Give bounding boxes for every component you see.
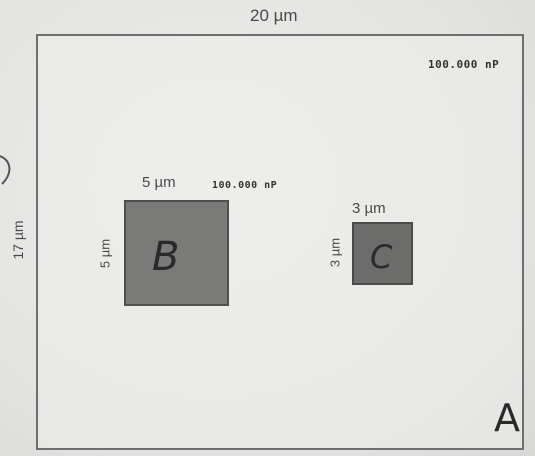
- box-c-top-label: 3 µm: [352, 200, 386, 217]
- box-b-letter: B: [152, 234, 180, 280]
- box-c: [352, 222, 413, 285]
- box-c-letter: C: [370, 238, 393, 276]
- box-a-side-label: 17 µm: [10, 220, 26, 260]
- edge-curve-mark: [0, 150, 20, 190]
- box-c-side-label: 3 µm: [327, 237, 343, 268]
- box-a-concentration: 100.000 nP: [428, 58, 500, 71]
- box-b: [124, 200, 229, 306]
- box-a-letter: A: [494, 396, 520, 440]
- box-b-concentration: 100.000 nP: [212, 180, 278, 191]
- box-b-top-label: 5 µm: [142, 174, 176, 191]
- box-a-top-label: 20 µm: [250, 6, 298, 25]
- box-b-side-label: 5 µm: [97, 238, 113, 269]
